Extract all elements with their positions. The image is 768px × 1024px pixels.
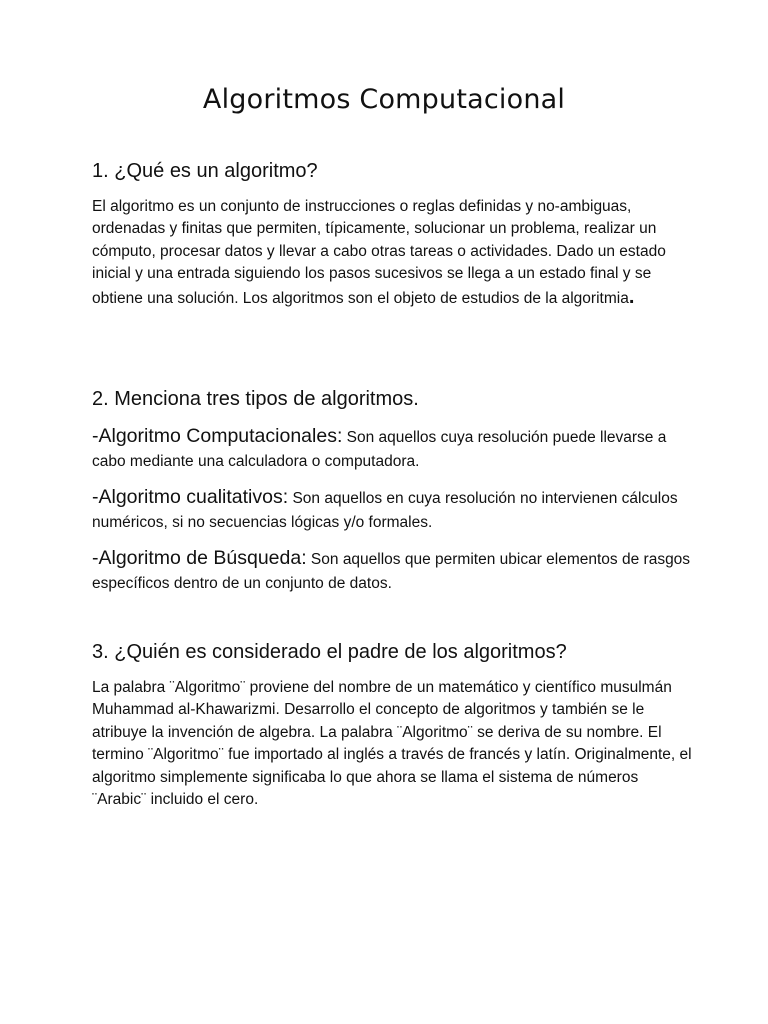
algorithm-type-name: -Algoritmo Computacionales:	[92, 425, 343, 447]
algorithm-type-name: -Algoritmo de Búsqueda:	[92, 547, 307, 569]
document-title: Algoritmos Computacional	[202, 84, 566, 115]
algorithm-type-name: -Algoritmo cualitativos:	[92, 486, 289, 508]
question-3-answer: La palabra ¨Algoritmo¨ proviene del nombre de un matemático y científico musulmán Muhammad al-Khawarizmi. Desarrollo el concepto de algoritmos y también se le atribuye la invención de algebra. La palabra ¨Algoritmo¨ se deriva de su nombre. El termino ¨Algoritmo¨ fue importado al inglés a través de francés y latín. Originalmente, el algoritmo simplemente significaba lo que ahora se llama el sistema de números ¨Arabic¨ incluido el cero.	[92, 679, 692, 809]
question-1-heading: 1. ¿Qué es un algoritmo?	[92, 160, 318, 182]
question-1-section	[92, 158, 692, 310]
question-2-section	[92, 386, 692, 596]
algorithm-type-description: Son aquellos que permiten ubicar elementos de rasgos específicos dentro de un conjunto de datos.	[92, 551, 691, 592]
algorithm-type-description: Son aquellos en cuya resolución no intervienen cálculos numéricos, si no secuencias lógicas y/o formales.	[92, 490, 678, 531]
question-1-answer	[92, 196, 692, 310]
question-1-answer-text: El algoritmo es un conjunto de instrucciones o reglas definidas y no-ambiguas, ordenadas y finitas que permiten, típicamente, solucionar un problema, realizar un cómputo, procesar datos y llevar a cabo otras tareas o actividades. Dado un estado inicial y una entrada siguiendo los pasos sucesivos se llega a un estado final y se obtiene una solución. Los algoritmos son el objeto de estudios de la algoritmia	[92, 198, 666, 307]
question-3-section	[92, 639, 692, 811]
algorithm-type-item	[92, 485, 692, 535]
question-3-heading: 3. ¿Quién es considerado el padre de los algoritmos?	[92, 641, 567, 663]
question-2-heading: 2. Menciona tres tipos de algoritmos.	[92, 388, 419, 410]
algorithm-type-item	[92, 424, 692, 474]
algorithm-type-item	[92, 546, 692, 596]
question-1-end-mark: .	[628, 285, 635, 308]
algorithm-type-description: Son aquellos cuya resolución puede llevarse a cabo mediante una calculadora o computadora.	[92, 429, 667, 470]
